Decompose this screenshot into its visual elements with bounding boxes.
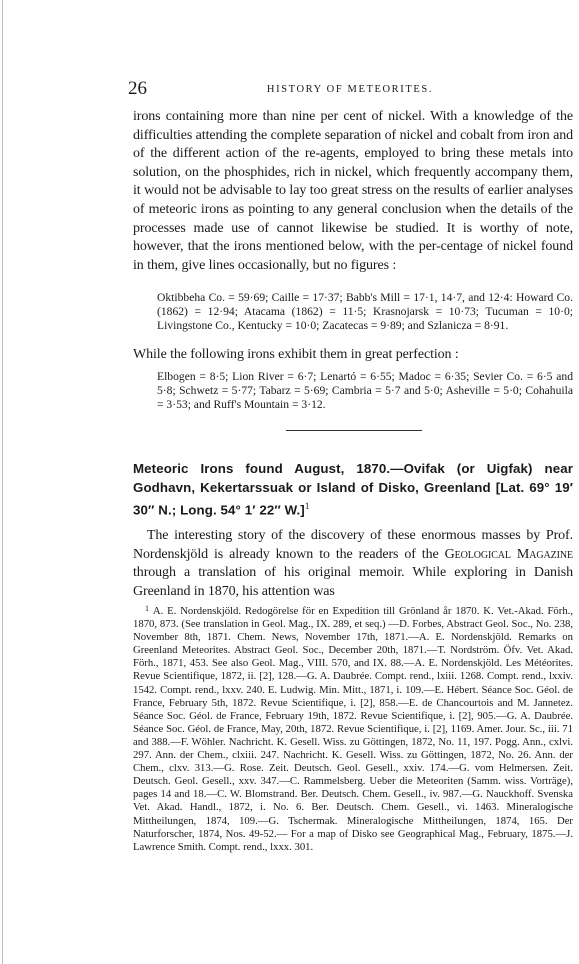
story-text-before: The interesting story of the discovery of these enormous masses by Prof. Nordenskjöld is already known to the readers of the bbox=[133, 528, 573, 562]
section-heading-ovifak bbox=[133, 460, 573, 520]
running-title: HISTORY OF METEORITES. bbox=[266, 84, 434, 95]
section-heading-text: Meteoric Irons found August, 1870.—Ovifak (or Uigfak) near Godhavn, Kekertarssuak or Island of Disko, Greenland [Lat. 69° 19′ 30″ N.; Long. 54° 1′ 22″ W.] bbox=[133, 461, 573, 518]
footnote-text: A. E. Nordenskjöld. Redogörelse för en Expedition till Grönland år 1870. K. Vet.-Akad. Förh., 1870, 873. (See translation in Geol. Mag., IX. 289, et seq.) —D. Forbes, Abstract Geol. Soc., No. 238, November 8th, 1871. Chem. News, November 17th, 1871.—A. E. Nordenskjöld. Remarks on Greenland Meteorites. Abstract Geol. Soc., December 20th, 1871.—T. Nordström. Öfv. Vet. Akad. Förh., 1871, 453. See also Geol. Mag., VIII. 570, and IX. 88.—A. E. Nordenskjöld. Les Météorites. Revue Scientifique, 1872, ii. [2], 128.—G. A. Daubrée. Compt. rend., lxiii. 1268. Compt. rend., lxxiv. 1542. Compt. rend., lxxv. 240. E. Ludwig. Min. Mitt., 1871, i. 109.—E. Hébert. Séance Soc. Géol. de France, February 5th, 1872. Revue Scientifique, i. [2], 858.—E. de Chancourtois and M. Jannetez. Séance Soc. Géol. de France, February 19th, 1872. Revue Scientifique, i. [2], 905.—G. A. Daubrée. Séance Soc. Géol. de France, May, 20th, 1872. Revue Scientifique, i. [2], 1169. Amer. Jour. Sc., iii. 71 and 388.—F. Wöhler. Nachricht. K. Gesell. Wiss. zu Göttingen, 1872, No. 11, 197. Pogg. Ann., cxlvi. 297. Ann. der Chem., clxiii. 247. Nachricht. K. Gesell. Wiss. zu Göttingen, 1872, No. 26. Ann. der Chem., clxv. 313.—G. Rose. Zeit. Deutsch. Geol. Gesell., xxiv. 174.—G. vom Helmersen. Zeit. Deutsch. Geol. Gesell., xxv. 347.—C. Rammelsberg. Ueber die Meteoriten (Samm. wiss. Vorträge), pages 14 and 18.—C. W. Blomstrand. Ber. Deutsch. Chem. Gesell., iv. 987.—G. Nauckhoff. Svenska Vet. Akad. Handl., 1872, i. No. 6. Ber. Deutsch. Chem. Gesell., vi. 1463. Mineralogische Mittheilungen, 1874, 109.—G. Tschermak. Mineralogische Mittheilungen, 1874, 165. Der Naturforscher, 1874, Nos. 49-52.— For a map of Disko see Geographical Mag., February, 1875.—J. Lawrence Smith. Compt. rend., lxxx. 301. bbox=[133, 605, 574, 853]
list-irons-great-perfection: Elbogen = 8·5; Lion River = 6·7; Lenartó = 6·55; Madoc = 6·35; Sevier Co. = 6·5 and 5·8; Schwetz = 5·77; Tabarz = 5·69; Cambria = 5·7 and 5·0; Asheville = 5·0; Cohahuila = 3·53; and Ruff's Mountain = 3·12. bbox=[157, 370, 573, 412]
page-number: 26 bbox=[128, 78, 147, 99]
scan-edge-line bbox=[2, 0, 3, 964]
journal-name-smallcaps: Geological Magazine bbox=[444, 546, 573, 562]
list-irons-lines-occasionally: Oktibbeha Co. = 59·69; Caille = 17·37; Babb's Mill = 17·1, 14·7, and 12·4: Howard Co. (1862) = 12·94; Atacama (1862) = 11·5; Krasnojarsk = 10·73; Tucuman = 10·0; Livingstone Co., Kentucky = 10·0; Zacatecas = 9·89; and Szlanicza = 8·91. bbox=[157, 291, 573, 333]
paragraph-nickel-analyses: irons containing more than nine per cent of nickel. With a knowledge of the difficulties attending the complete separation of nickel and cobalt from iron and of the different action of the re-agents, employed to bring these metals into solution, on the phosphides, rich in nickel, which frequently accompany them, it would not be advisable to lay too great stress on the results of earlier analyses of meteoric irons as pointing to any general conclusion when the details of the processes made use of cannot likewise be studied. It is worthy of note, however, that the irons mentioned below, with the per-centage of nickel found in them, give lines occasionally, but no figures : bbox=[133, 109, 573, 273]
paragraph-nordenskjold-story bbox=[133, 527, 573, 601]
story-text-after: through a translation of his original memoir. While exploring in Danish Greenland in 1870, his attention was bbox=[133, 565, 573, 599]
page-header bbox=[125, 78, 575, 100]
paragraph-great-perfection: While the following irons exhibit them in great perfection : bbox=[133, 347, 459, 362]
footnote bbox=[133, 602, 573, 854]
section-divider bbox=[286, 430, 422, 431]
footnote-marker: 1 bbox=[145, 604, 149, 613]
footnote-ref[interactable]: 1 bbox=[304, 501, 310, 511]
